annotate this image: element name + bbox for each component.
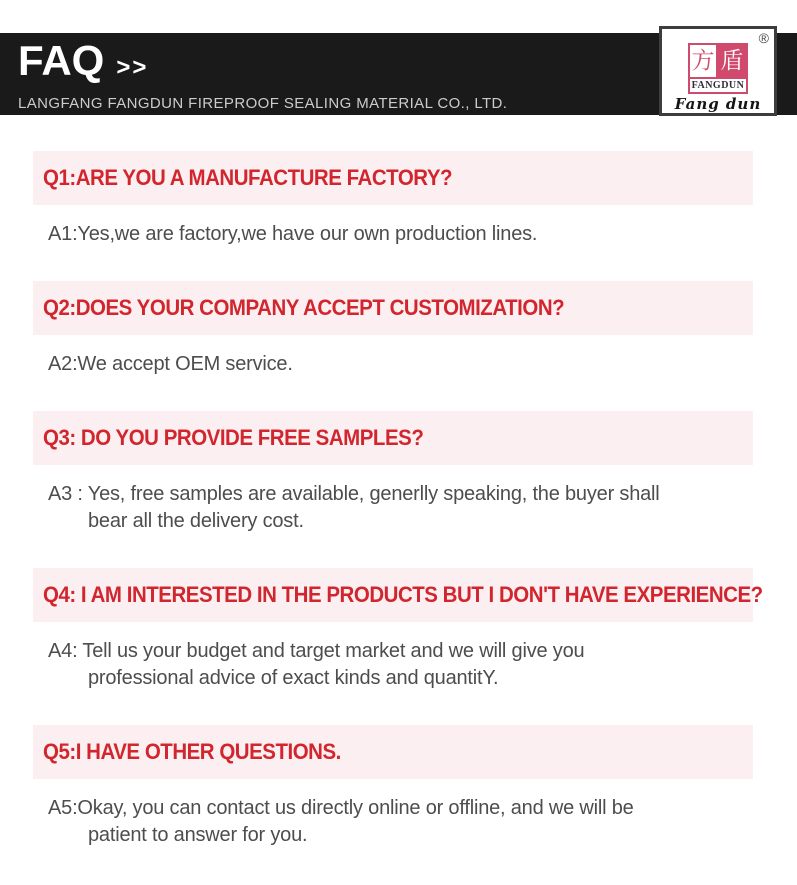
faq-item-3 <box>33 411 753 535</box>
logo-script-text: Fang dun <box>674 95 762 113</box>
answer-line: A5:Okay, you can contact us directly online or offline, and we will be <box>48 797 634 819</box>
question-text: Q1:ARE YOU A MANUFACTURE FACTORY? <box>43 165 453 190</box>
faq-title: FAQ <box>18 37 105 84</box>
faq-item-1 <box>33 151 753 248</box>
company-name: LANGFANG FANGDUN FIREPROOF SEALING MATERIAL CO., LTD. <box>18 95 508 112</box>
question-text: Q5:I HAVE OTHER QUESTIONS. <box>43 739 341 764</box>
faq-item-5 <box>33 725 753 849</box>
answer-text <box>48 221 753 248</box>
answer-text <box>48 795 753 849</box>
question-text: Q4: I AM INTERESTED IN THE PRODUCTS BUT I DON'T HAVE EXPERIENCE? <box>43 582 763 607</box>
question-banner <box>33 568 763 622</box>
question-banner <box>33 725 753 779</box>
registered-trademark-icon: ® <box>758 30 769 46</box>
question-text: Q3: DO YOU PROVIDE FREE SAMPLES? <box>43 425 424 450</box>
logo-name: FANGDUN <box>690 77 746 92</box>
faq-item-2 <box>33 281 753 378</box>
question-banner <box>33 411 753 465</box>
logo-seal <box>688 43 748 94</box>
company-logo <box>659 26 777 116</box>
faq-item-4 <box>33 568 763 692</box>
answer-text <box>48 351 753 378</box>
question-banner <box>33 281 753 335</box>
answer-line: bear all the delivery cost. <box>88 510 304 532</box>
answer-line: A4: Tell us your budget and target market and we will give you <box>48 640 585 662</box>
double-chevron-icon: >> <box>116 54 149 81</box>
answer-text <box>48 638 753 692</box>
answer-line: A3 : Yes, free samples are available, generlly speaking, the buyer shall <box>48 483 660 505</box>
answer-line: A1:Yes,we are factory,we have our own production lines. <box>48 223 538 245</box>
question-banner <box>33 151 753 205</box>
faq-list <box>33 151 763 882</box>
answer-line: A2:We accept OEM service. <box>48 353 293 375</box>
logo-seal-characters <box>690 45 746 77</box>
logo-char-dun: 盾 <box>718 45 746 77</box>
answer-line: patient to answer for you. <box>88 824 308 846</box>
question-text: Q2:DOES YOUR COMPANY ACCEPT CUSTOMIZATION? <box>43 295 565 320</box>
answer-text <box>48 481 753 535</box>
logo-char-fang: 方 <box>690 45 718 77</box>
answer-line: professional advice of exact kinds and quantitY. <box>88 667 499 689</box>
